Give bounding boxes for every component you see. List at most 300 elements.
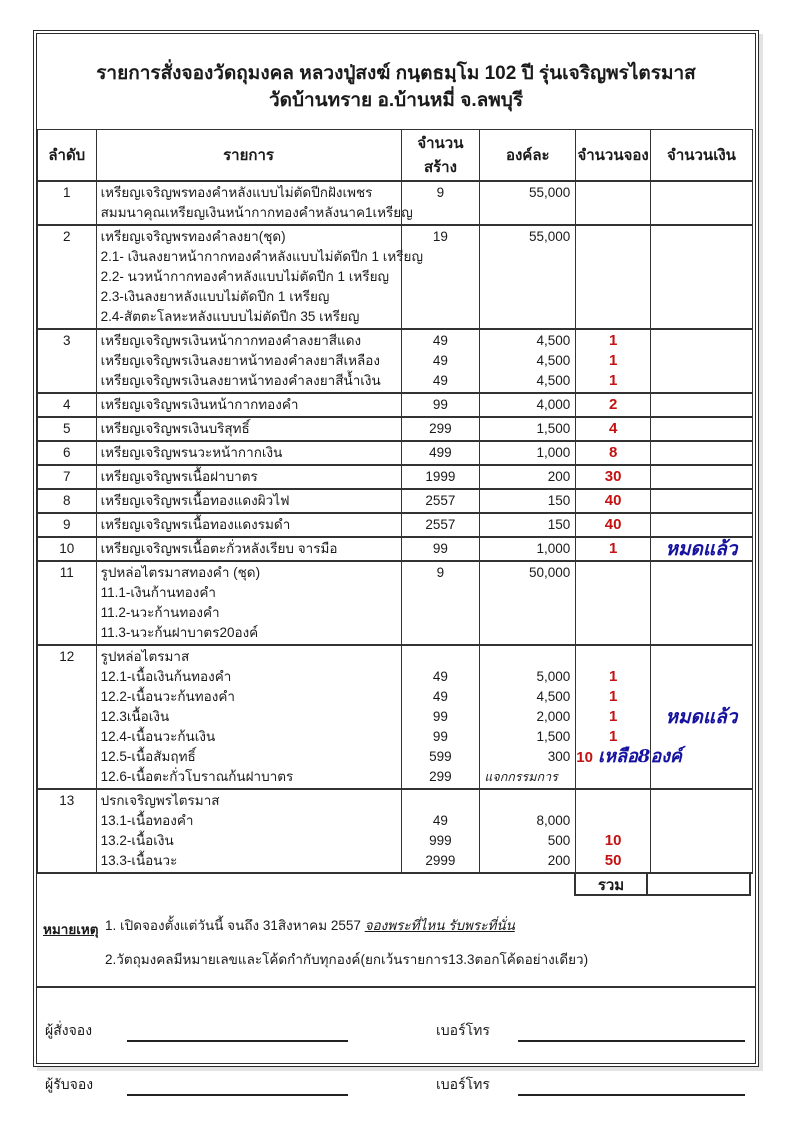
note-2: 2.วัตถุมงคลมีหมายเลขและโค้ดกำกับทุกองค์(ยกเว้นรายการ13.3ตอกโค้ดอย่างเดียว) [105,952,589,967]
note-1 [105,916,755,936]
item-desc: 12.1-เนื้อเงินก้นทองคำ [100,669,232,684]
unit-price: 55,000 [528,185,571,200]
item-desc: เหรียญเจริญพรทองคำลงยา(ชุด) [100,229,286,244]
handwritten-sold-out-note: หมดแล้ว [665,706,738,728]
row-number-cell [38,393,97,417]
qty-reserved-line [576,443,650,463]
row-number: 4 [63,397,71,412]
amount-line [651,831,752,851]
qty-made [402,203,480,223]
qty-made [402,287,480,307]
qty-made: 19 [432,229,448,244]
item-desc-cell [96,645,401,789]
qty-reserved-line [576,563,650,583]
unit-price: 4,500 [536,353,571,368]
section-divider [37,986,755,988]
qty-made: 1999 [425,469,456,484]
qty-reserved-line [576,467,650,487]
handwritten-reserved-qty: 8 [608,444,618,461]
row-number-cell [38,789,97,873]
unit-price-cell [480,537,576,561]
qty-made: 49 [432,689,448,704]
qty-made: 9 [436,185,445,200]
qty-made-cell [401,393,480,417]
col-header-index: ลำดับ [38,130,97,182]
qty-made: 2557 [425,493,456,508]
qty-reserved-cell [576,789,651,873]
qty-made [402,647,480,667]
table-row [38,225,753,329]
amount-line [651,727,752,747]
item-desc: รูปหล่อไตรมาส [100,649,190,664]
item-desc-cell [96,225,423,329]
qty-reserved-line [576,419,650,439]
qty-reserved-cell [576,645,682,789]
amount-cell [650,329,752,393]
amount-line [651,687,752,707]
qty-reserved-line [576,603,650,623]
item-desc: 11.3-นวะก้นฝาบาตร20องค์ [100,625,259,640]
row-number-cell [38,489,97,513]
amount-cell [650,393,752,417]
unit-price [480,267,575,287]
qty-reserved-line [576,687,650,707]
qty-made: 2999 [425,853,456,868]
table-row [38,561,753,645]
qty-reserved-line [576,183,650,203]
qty-made [402,791,480,811]
qty-reserved-line [576,767,650,787]
item-desc: เหรียญเจริญพรเนื้อทองแดงรมดำ [100,517,291,532]
qty-made: 999 [429,833,452,848]
phone-line-1[interactable] [518,1022,745,1042]
qty-reserved-cell [576,393,651,417]
qty-made [402,307,480,327]
item-desc: 2.1- เงินลงยาหน้ากากทองคำหลังแบบไม่ตัดปีก 1 เหรียญ [100,249,423,264]
qty-reserved-line [576,287,650,307]
item-desc: ปรกเจริญพรไตรมาส [100,793,220,808]
amount-line [651,467,752,487]
col-header-unit-price: องค์ละ [480,130,576,182]
qty-reserved-cell [576,513,651,537]
qty-made: 49 [432,373,448,388]
qty-reserved-cell [576,225,651,329]
item-desc: 2.3-เงินลงยาหลังแบบไม่ตัดปีก 1 เหรียญ [100,289,330,304]
unit-price [480,247,575,267]
item-desc-cell [96,393,401,417]
qty-made: 499 [429,445,452,460]
qty-reserved-cell [576,417,651,441]
amount-line [651,603,752,623]
qty-made: 99 [432,397,448,412]
col-header-item: รายการ [96,130,401,182]
unit-price: 200 [547,469,571,484]
qty-made: 9 [436,565,445,580]
amount-line [651,287,752,307]
receiver-signature-row [45,1076,745,1096]
qty-made [402,623,480,643]
amount-line [651,247,752,267]
qty-reserved-line [576,831,650,851]
unit-price-cell [480,417,576,441]
item-desc-cell [96,181,413,225]
amount-line [651,395,752,415]
unit-price-cell [480,513,576,537]
qty-reserved-cell [576,465,651,489]
unit-price: 50,000 [528,565,571,580]
orderer-signature-line[interactable] [127,1022,348,1042]
item-desc: 13.2-เนื้อเงิน [100,833,174,848]
row-number-cell [38,329,97,393]
qty-reserved-line [576,371,650,391]
unit-price: 150 [547,493,571,508]
unit-price [480,647,575,667]
qty-reserved-line [576,351,650,371]
unit-price: 1,500 [536,729,571,744]
row-number-cell [38,181,97,225]
qty-reserved-line [576,647,650,667]
handwritten-reserved-qty: 1 [608,668,618,685]
row-number-cell [38,645,97,789]
col-header-amount: จำนวนเงิน [650,130,752,182]
handwritten-reserved-qty: 1 [608,332,618,349]
qty-made-cell [401,417,480,441]
unit-price: 1,500 [536,421,571,436]
unit-price-cell [480,465,576,489]
qty-reserved-line [576,395,650,415]
table-row [38,489,753,513]
item-desc: เหรียญเจริญพรเนื้อทองแดงผิวไฟ [100,493,290,508]
qty-made-cell [401,789,480,873]
qty-reserved-cell [576,561,651,645]
item-desc: เหรียญเจริญพรเงินหน้ากากทองคำ [100,397,299,412]
qty-made-cell [401,225,480,329]
unit-price: 4,500 [536,333,571,348]
amount-line [651,811,752,831]
item-desc: 11.1-เงินก้านทองคำ [100,585,216,600]
handwritten-reserved-qty: 4 [608,420,618,437]
total-amount-cell [648,872,751,896]
qty-made: 49 [432,353,448,368]
amount-line [651,331,752,351]
phone-label-2: เบอร์โทร [436,1076,490,1092]
qty-reserved-cell [576,489,651,513]
handwritten-reserved-qty: 2 [608,396,618,413]
unit-price [480,583,575,603]
table-row [38,181,753,225]
unit-price: 500 [547,833,571,848]
orderer-signature-row [45,1022,745,1042]
qty-reserved-line [576,203,650,223]
table-row [38,393,753,417]
qty-reserved-line [576,491,650,511]
unit-price: 5,000 [536,669,571,684]
unit-price [480,603,575,623]
item-desc: สมมนาคุณเหรียญเงินหน้ากากทองคำหลังนาค1เหรียญ [100,205,413,220]
amount-cell [650,513,752,537]
unit-price: 2,000 [536,709,571,724]
unit-price: 300 [547,749,571,764]
item-desc-cell [96,537,401,561]
row-number: 9 [63,517,71,532]
item-desc: เหรียญเจริญพรเงินหน้ากากทองคำลงยาสีแดง [100,333,362,348]
phone-label-1: เบอร์โทร [436,1022,490,1038]
doc-title [37,60,755,114]
qty-reserved-line [576,851,650,871]
qty-made: 599 [429,749,452,764]
item-desc: 12.5-เนื้อสัมฤทธิ์ [100,749,196,764]
table-row [38,789,753,873]
item-desc-cell [96,513,401,537]
unit-price: 4,000 [536,397,571,412]
qty-reserved-line [576,331,650,351]
notes-label: หมายเหตุ [43,922,99,937]
unit-price: 4,500 [536,373,571,388]
qty-reserved-line [576,539,650,559]
amount-line [651,539,752,559]
item-desc: เหรียญเจริญพรเนื้อฝาบาตร [100,469,258,484]
unit-price: 55,000 [528,229,571,244]
item-desc: 12.4-เนื้อนวะก้นเงิน [100,729,216,744]
row-number-cell [38,561,97,645]
qty-made-cell [401,489,480,513]
unit-price: 150 [547,517,571,532]
item-desc: 2.4-สัตตะโลหะหลังแบบบไม่ตัดปีก 35 เหรียญ [100,309,360,324]
table-row [38,513,753,537]
row-number: 6 [63,445,71,460]
amount-cell [650,441,752,465]
qty-made-cell [401,329,480,393]
amount-line [651,183,752,203]
unit-price [480,307,575,327]
table-header-row [38,130,753,182]
unit-price: 4,500 [536,689,571,704]
handwritten-reserved-qty: 1 [608,688,618,705]
table-row [38,329,753,393]
qty-made: 2557 [425,517,456,532]
notes-section [43,916,755,970]
handwritten-reserved-qty: 1 [608,372,618,389]
unit-price: 8,000 [536,813,571,828]
unit-price-cell [480,489,576,513]
doc-title-line2: วัดบ้านทราย อ.บ้านหมี่ จ.ลพบุรี [268,90,524,111]
item-desc: 12.2-เนื้อนวะก้นทองคำ [100,689,235,704]
qty-reserved-line [576,227,650,247]
order-table [37,129,753,874]
price-note: แจกกรรมการ [484,770,558,784]
handwritten-reserved-qty: 1 [608,540,618,557]
amount-line [651,563,752,583]
row-number: 11 [59,565,74,580]
qty-reserved-line [576,623,650,643]
note-1-emphasis: จองพระที่ไหน รับพระที่นั่น [364,918,515,933]
qty-made-cell [401,465,480,489]
page-frame [33,30,759,1092]
amount-line [651,267,752,287]
item-desc: 11.2-นวะก้านทองคำ [100,605,220,620]
item-desc-cell [96,789,401,873]
item-desc-cell [96,441,401,465]
total-label-cell: รวม [574,872,648,896]
qty-made: 49 [432,813,448,828]
item-desc: เหรียญเจริญพรเงินบริสุทธิ์ [100,421,250,436]
handwritten-reserved-qty: 1 [608,728,618,745]
qty-made-cell [401,537,480,561]
table-row [38,465,753,489]
qty-reserved-line [576,515,650,535]
table-row [38,441,753,465]
table-row [38,537,753,561]
qty-reserved-line [576,583,650,603]
amount-line [651,707,752,727]
qty-made [402,603,480,623]
qty-made-cell [401,513,480,537]
item-desc: 12.6-เนื้อตะกั่วโบราณก้นฝาบาตร [100,769,294,784]
item-desc-cell [96,417,401,441]
amount-line [651,203,752,223]
amount-line [651,583,752,603]
row-number: 13 [59,793,75,808]
row-number: 12 [59,649,75,664]
unit-price [480,791,575,811]
orderer-label: ผู้สั่งจอง [45,1022,93,1038]
table-row [38,645,753,789]
item-desc: 12.3เนื้อเงิน [100,709,170,724]
item-desc: เหรียญเจริญพรนวะหน้ากากเงิน [100,445,283,460]
amount-line [651,515,752,535]
item-desc-cell [96,561,401,645]
item-desc: เหรียญเจริญพรเนื้อตะกั่วหลังเรียบ จารมือ [100,541,338,556]
item-desc: 13.1-เนื้อทองคำ [100,813,194,828]
row-number: 10 [59,541,75,556]
qty-reserved-line [576,727,650,747]
phone-line-2[interactable] [518,1076,745,1096]
qty-reserved-line [576,791,650,811]
qty-made: 299 [429,769,452,784]
item-desc: เหรียญเจริญพรเงินลงยาหน้าทองคำลงยาสีเหลือง [100,353,380,368]
handwritten-reserved-qty: 30 [604,468,622,485]
qty-made: 49 [432,333,448,348]
qty-reserved-cell [576,329,651,393]
item-desc-cell [96,465,401,489]
handwritten-reserved-qty: 50 [604,852,622,869]
amount-line [651,647,752,667]
qty-made: 49 [432,669,448,684]
item-desc: เหรียญเจริญพรทองคำหลังแบบไม่ตัดปีกฝังเพชร [100,185,373,200]
row-number: 1 [63,185,71,200]
total-row [574,872,755,896]
qty-reserved-line [576,746,682,767]
row-number: 7 [63,469,71,484]
col-header-qty-made: จำนวนสร้าง [401,130,480,182]
unit-price-cell [480,645,576,789]
amount-cell [650,465,752,489]
qty-reserved-cell [576,181,651,225]
doc-title-line1: รายการสั่งจองวัดถุมงคล หลวงปู่สงฆ์ กนฺตธมฺโม 102 ปี รุ่นเจริญพรไตรมาส [96,63,696,84]
item-desc: 2.2- นวหน้ากากทองคำหลังแบบไม่ตัดปีก 1 เหรียญ [100,269,389,284]
row-number-cell [38,513,97,537]
amount-line [651,623,752,643]
unit-price-cell [480,789,576,873]
unit-price: 1,000 [536,541,571,556]
qty-made [402,267,480,287]
row-number: 3 [63,333,71,348]
qty-made: 99 [432,541,448,556]
item-desc: เหรียญเจริญพรเงินลงยาหน้าทองคำลงยาสีน้ำเงิน [100,373,381,388]
amount-line [651,307,752,327]
amount-cell [650,181,752,225]
row-number-cell [38,465,97,489]
amount-line [651,351,752,371]
amount-line [651,851,752,871]
handwritten-reserved-qty: 40 [604,492,622,509]
amount-line [651,443,752,463]
qty-made [402,583,480,603]
row-number: 5 [63,421,71,436]
unit-price-cell [480,225,576,329]
qty-made: 99 [432,709,448,724]
amount-cell [650,789,752,873]
row-number: 8 [63,493,71,508]
amount-cell [650,561,752,645]
amount-cell [650,645,752,789]
qty-made: 99 [432,729,448,744]
item-desc-cell [96,329,401,393]
item-desc-cell [96,489,401,513]
handwritten-sold-out-note: หมดแล้ว [665,538,738,560]
qty-made-cell [401,645,480,789]
amount-cell [650,537,752,561]
qty-reserved-line [576,307,650,327]
unit-price-cell [480,561,576,645]
row-number-cell [38,537,97,561]
qty-made: 299 [429,421,452,436]
amount-line [651,491,752,511]
receiver-signature-line[interactable] [127,1076,348,1096]
amount-cell [650,417,752,441]
amount-line [651,767,752,787]
amount-line [651,791,752,811]
unit-price [480,623,575,643]
qty-reserved-cell [576,537,651,561]
table-row [38,417,753,441]
handwritten-reserved-qty: 1 [608,352,618,369]
unit-price [480,203,575,223]
row-number: 2 [63,229,71,244]
qty-reserved-line [576,247,650,267]
unit-price: 1,000 [536,445,571,460]
qty-reserved-cell [576,441,651,465]
unit-price-cell [480,441,576,465]
unit-price [480,287,575,307]
qty-made-cell [401,441,480,465]
item-desc: 13.3-เนื้อนวะ [100,853,178,868]
handwritten-reserved-qty: 10 [604,832,622,849]
amount-line [651,667,752,687]
row-number-cell [38,417,97,441]
handwritten-reserved-qty: 1 [608,708,618,725]
amount-line [651,371,752,391]
amount-cell [650,225,752,329]
qty-reserved-line [576,667,650,687]
unit-price-cell [480,329,576,393]
receiver-label: ผู้รับจอง [45,1076,94,1092]
amount-line [651,419,752,439]
amount-cell [650,489,752,513]
row-number-cell [38,441,97,465]
qty-made-cell [401,561,480,645]
handwritten-remaining-note: เหลือ8องค์ [597,746,682,767]
